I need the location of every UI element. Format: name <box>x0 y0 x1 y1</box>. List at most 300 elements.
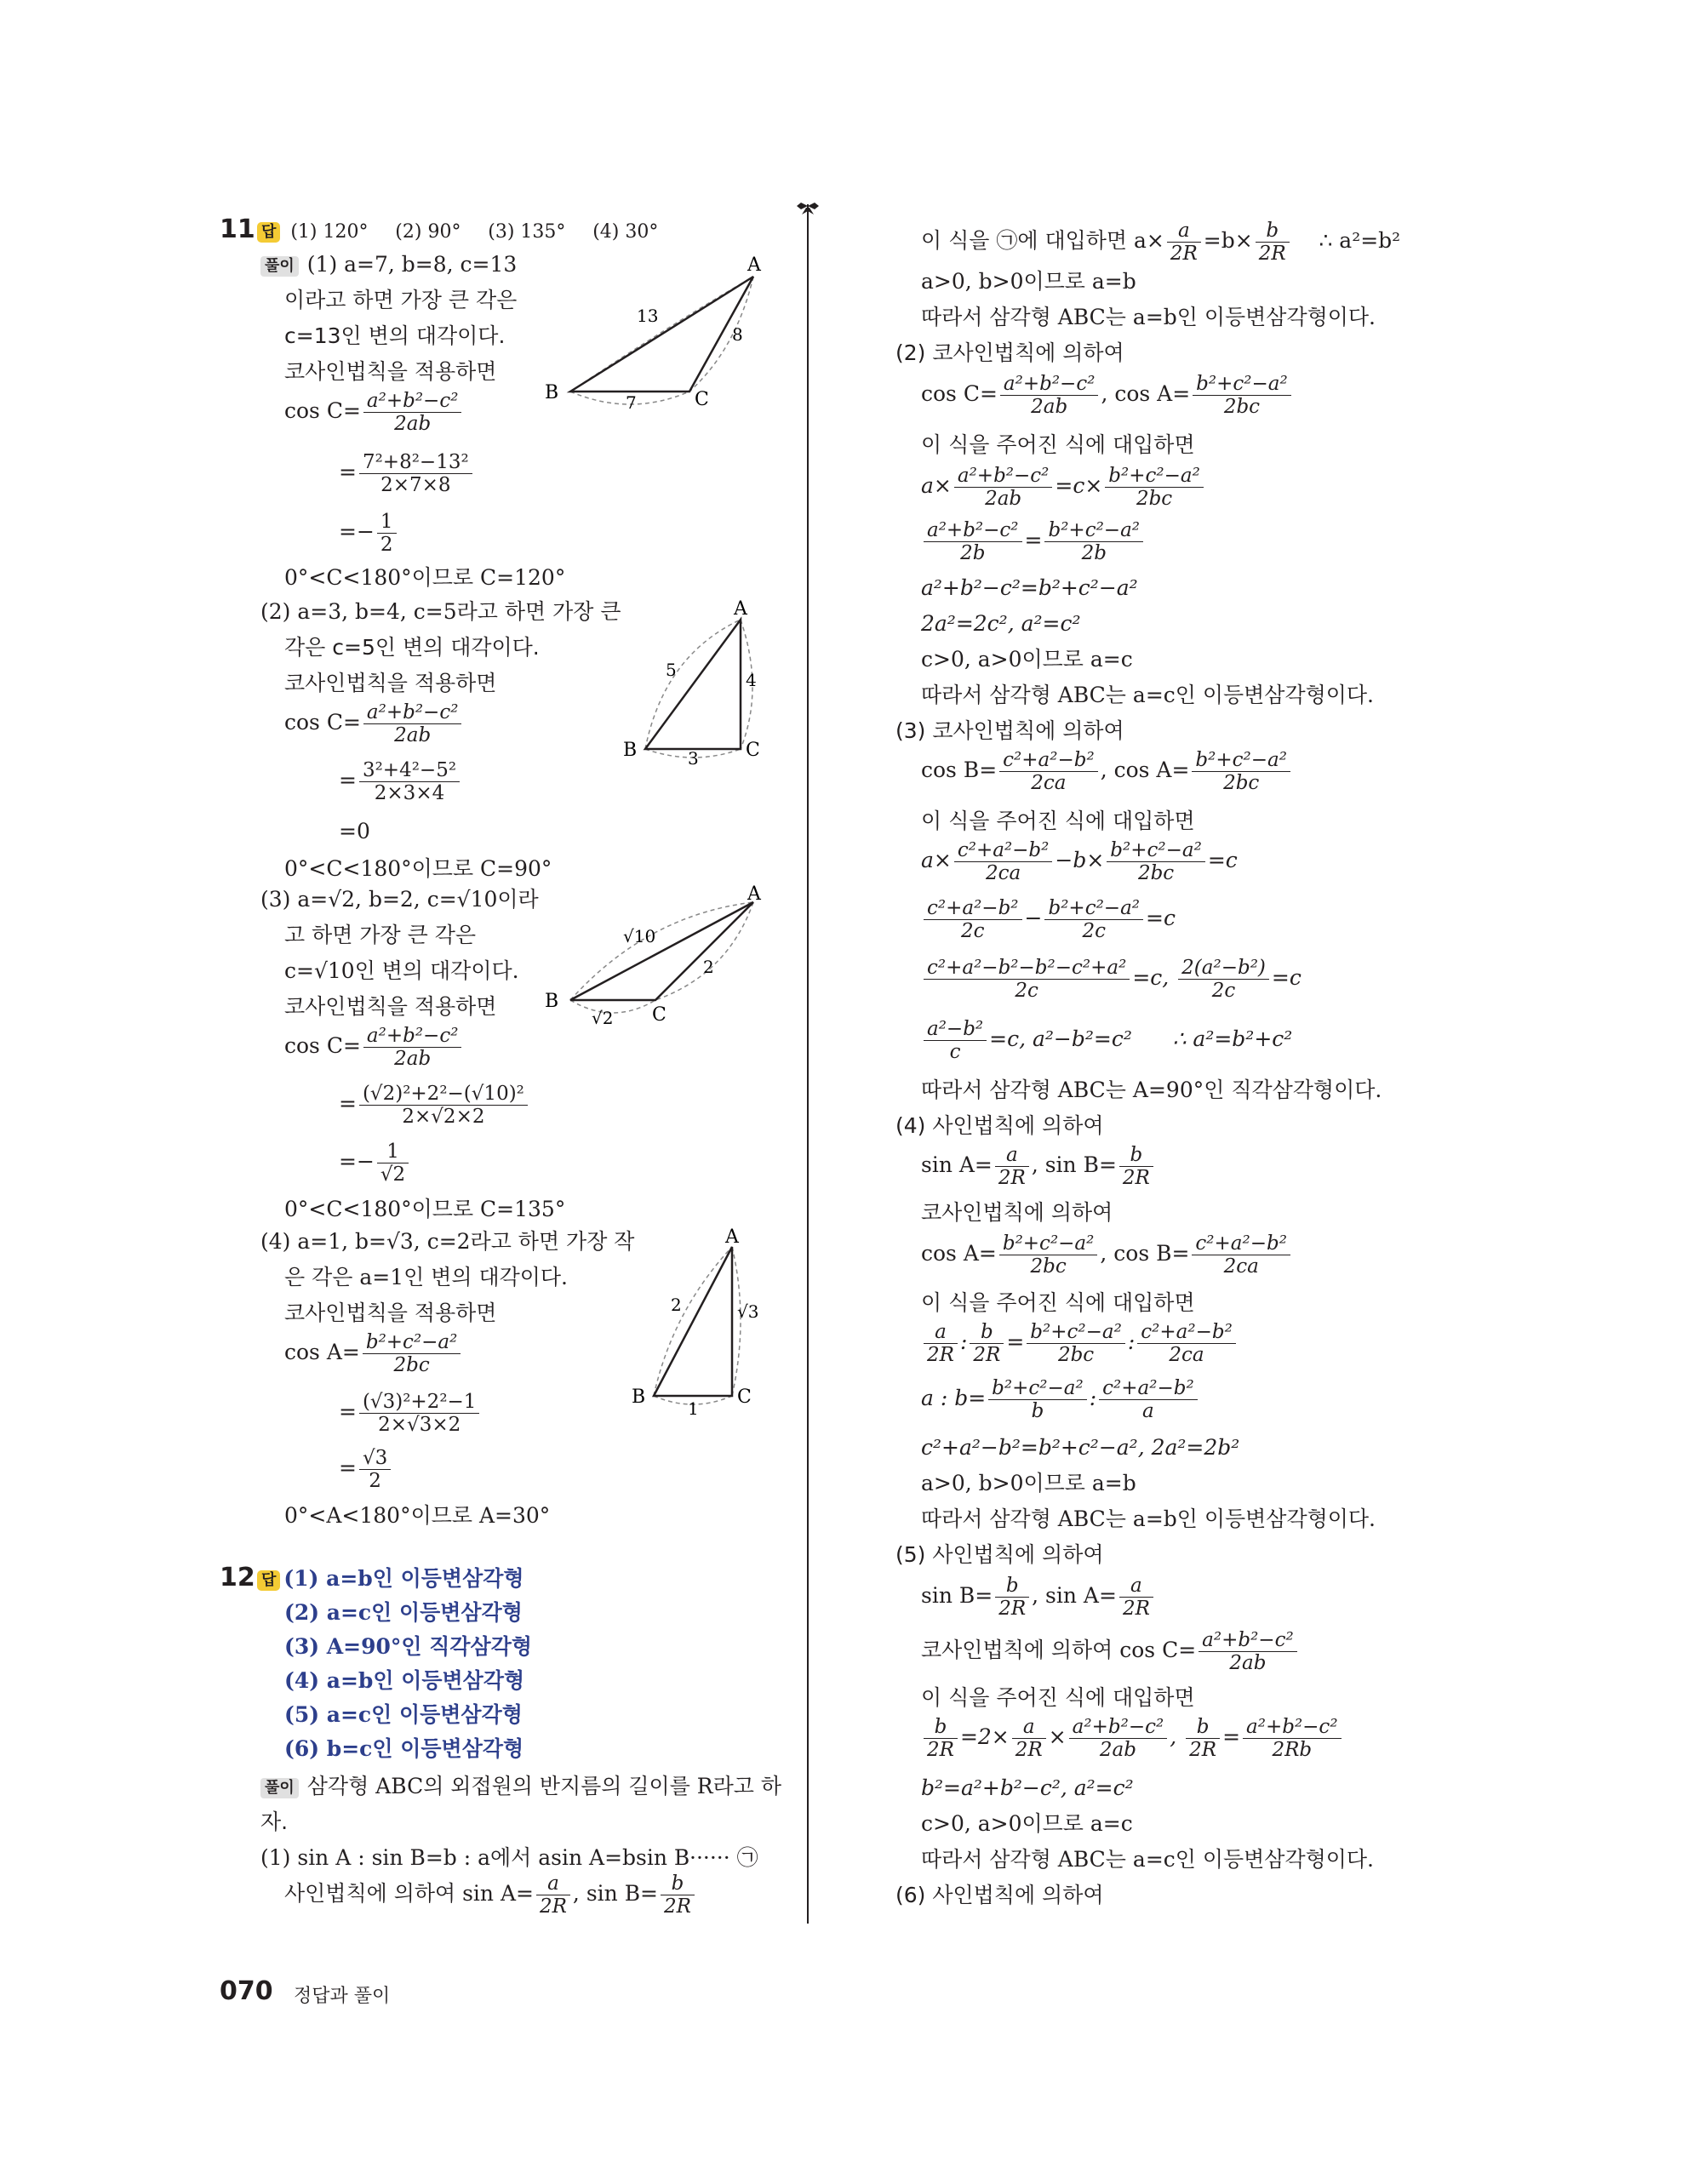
num: √3 <box>359 1447 391 1470</box>
den: 2ca <box>1169 1344 1204 1366</box>
vertex-a: A <box>734 598 747 620</box>
fraction <box>924 1321 958 1366</box>
den: 2R <box>1122 1598 1150 1620</box>
num: a²+b²−c² <box>1069 1716 1168 1739</box>
fraction <box>1012 1716 1046 1761</box>
den: 2ab <box>1099 1739 1136 1761</box>
formula <box>921 749 1293 794</box>
fraction <box>995 1144 1029 1189</box>
text: =c <box>1271 965 1302 990</box>
side-ac: 2 <box>703 957 714 977</box>
num: a²+b²−c² <box>1199 1629 1297 1652</box>
text: 코사인법칙을 적용하면 <box>284 1301 497 1325</box>
formula <box>921 465 1206 510</box>
formula <box>284 1331 463 1376</box>
text: 이 식을 주어진 식에 대입하면 <box>921 1685 1195 1710</box>
text: 따라서 삼각형 ABC는 a=c인 이등변삼각형이다. <box>921 1847 1375 1872</box>
formula: = $\frac{\text{7²+8²−13²}}{2\times 7\times 8}$ <box>339 451 475 496</box>
text: 이 식을 주어진 식에 대입하면 <box>921 1290 1195 1315</box>
den: 2bc <box>1057 1344 1095 1366</box>
den: 2 <box>380 534 393 556</box>
fraction <box>1044 519 1143 564</box>
formula <box>921 1575 1156 1620</box>
vertex-b: B <box>632 1386 646 1408</box>
text <box>260 1844 689 1872</box>
fraction <box>999 1232 1098 1278</box>
num: a <box>1119 1575 1153 1598</box>
num: a²+b²−c² <box>1000 373 1099 396</box>
fraction <box>363 701 462 746</box>
num: b²+c²−a² <box>999 1232 1098 1255</box>
subsection-heading: (3) 코사인법칙에 의하여 <box>895 718 1124 743</box>
text: cos C= <box>284 398 361 423</box>
formula <box>921 1144 1156 1189</box>
den: 2×3×4 <box>374 782 445 804</box>
problem-number: 12 <box>220 1563 255 1592</box>
den: 2×√3×2 <box>378 1414 461 1436</box>
num: c²+a²−b² <box>1192 1232 1290 1255</box>
num: c²+a²−b² <box>1137 1321 1236 1344</box>
den: 2R <box>664 1895 691 1918</box>
text: cos C= <box>284 710 361 735</box>
den: 2R <box>973 1344 1001 1366</box>
num: a <box>1167 220 1201 243</box>
text: , sin A= <box>1032 1583 1117 1608</box>
num: 3²+4²−5² <box>359 759 460 782</box>
num: b²+c²−a² <box>1193 373 1291 396</box>
den: 2c <box>961 920 985 942</box>
den: 2b <box>1081 542 1107 564</box>
den: 2R <box>1015 1739 1043 1761</box>
fraction <box>661 1872 695 1918</box>
den: 2ab <box>1031 396 1068 418</box>
formula: $\frac{a}{2R}$ : $\frac{b}{2R}$ = $\frac{\text{b²+c²−a²}}{2bc}$ : $\frac{\text{c²+a²−b²}}{2ca}$ <box>921 1321 1239 1366</box>
text: =2× <box>959 1724 1010 1749</box>
num: c²+a²−b² <box>999 749 1098 772</box>
formula <box>921 373 1294 418</box>
side-ab: 5 <box>666 660 677 680</box>
den: 2ca <box>1223 1255 1259 1278</box>
text: 이라고 하면 가장 큰 각은 <box>284 288 518 312</box>
text: =− <box>339 519 375 544</box>
side-bc: 3 <box>688 748 699 766</box>
num: c²+a²−b²−b²−c²+a² <box>924 957 1130 980</box>
num: a²−b² <box>924 1018 987 1041</box>
formula <box>339 1141 411 1186</box>
den: 2c <box>1211 980 1236 1002</box>
text: cos B= <box>921 758 998 782</box>
fraction <box>1107 839 1205 884</box>
text: × <box>1048 1724 1067 1749</box>
fraction <box>363 390 462 435</box>
solution-line <box>260 250 517 279</box>
text: =c <box>1146 906 1176 930</box>
answer-line <box>257 1564 524 1593</box>
triangle-figure-4 <box>621 1226 775 1421</box>
text: (3) a=√2, b=2, c=√10이라 <box>260 887 539 912</box>
num: c²+a²−b² <box>954 839 1053 862</box>
num: a <box>536 1872 570 1895</box>
answer-1: (1) a=b인 이등변삼각형 <box>283 1566 524 1591</box>
den: 2R <box>1189 1739 1217 1761</box>
den: 2bc <box>1137 862 1175 884</box>
side-ac: 8 <box>732 324 743 345</box>
fraction <box>536 1872 570 1918</box>
divider-ornament-icon <box>793 203 822 220</box>
num: b <box>1186 1716 1220 1739</box>
fraction <box>970 1321 1004 1366</box>
side-ab: 13 <box>637 306 659 326</box>
num: a <box>1012 1716 1046 1739</box>
den: 2bc <box>1223 396 1261 418</box>
text: , cos A= <box>1100 758 1190 782</box>
num: b²+c²−a² <box>1192 749 1290 772</box>
num: a²+b²−c² <box>363 701 462 724</box>
num: b <box>924 1716 958 1739</box>
text: =b× <box>1203 228 1253 253</box>
side-bc: √2 <box>592 1008 614 1028</box>
fraction <box>377 1141 409 1186</box>
text: =c, <box>1132 965 1170 990</box>
text: (1) sin A : sin B=b : a에서 asin A=bsin B <box>260 1845 690 1870</box>
formula <box>921 839 1238 884</box>
fraction <box>1044 897 1143 942</box>
fraction <box>995 1575 1029 1620</box>
text: , sin B= <box>1031 1152 1117 1177</box>
den: c <box>949 1041 961 1063</box>
side-ab: √10 <box>623 926 656 946</box>
text: 사인법칙에 의하여 sin A= <box>284 1881 534 1906</box>
num: (√2)²+2²−(√10)² <box>359 1083 528 1106</box>
side-ac: √3 <box>737 1301 759 1322</box>
text: a>0, b>0이므로 a=b <box>921 1471 1136 1495</box>
fraction <box>1137 1321 1236 1366</box>
text: (1) a=7, b=8, c=13 <box>306 252 518 277</box>
text: 삼각형 ABC의 외접원의 반지름의 길이를 R라고 하 <box>306 1774 782 1798</box>
text <box>260 885 539 914</box>
text: : <box>959 1329 968 1354</box>
text: cos C= <box>284 1033 361 1058</box>
text: =c× <box>1055 473 1103 498</box>
solution-tag: 풀이 <box>260 256 299 277</box>
conclusion: 0°<C<180°이므로 C=135° <box>284 1197 566 1221</box>
formula: $\frac{b}{2R}$ =2× $\frac{a}{2R}$ × $\frac{\text{a²+b²−c²}}{2ab}$ , $\frac{b}{2R}$ = $\frac{\text{a²+b²−c²}}{2Rb}$ <box>921 1716 1344 1761</box>
den: 2ca <box>1031 772 1067 794</box>
den: 2R <box>927 1344 954 1366</box>
conclusion: 0°<A<180°이므로 A=30° <box>284 1503 551 1528</box>
fraction <box>924 519 1022 564</box>
num: b²+c²−a² <box>363 1331 461 1354</box>
text: 이 식을 주어진 식에 대입하면 <box>921 432 1195 457</box>
fraction <box>924 1018 987 1063</box>
formula <box>284 1025 464 1070</box>
fraction <box>363 1025 462 1070</box>
problem-number: 11 <box>220 214 255 244</box>
answer-line <box>257 216 658 247</box>
num: b <box>970 1321 1004 1344</box>
fraction <box>359 1391 480 1436</box>
den: 2ab <box>394 1048 432 1070</box>
formula <box>921 1232 1293 1278</box>
formula: =0 <box>339 819 370 843</box>
text: 은 각은 a=1인 변의 대각이다. <box>284 1265 568 1289</box>
subsection-heading: (6) 사인법칙에 의하여 <box>895 1883 1104 1907</box>
text: 코사인법칙을 적용하면 <box>284 359 497 384</box>
num: b <box>661 1872 695 1895</box>
formula <box>284 701 464 746</box>
formula <box>284 390 464 435</box>
den: 2ca <box>986 862 1021 884</box>
equation-marker: ······ ㉠ <box>689 1845 758 1870</box>
formula <box>339 511 399 556</box>
text: , cos A= <box>1101 381 1191 406</box>
fraction <box>359 1083 528 1128</box>
text: −b× <box>1055 848 1105 872</box>
den: 2R <box>998 1167 1026 1189</box>
num: b <box>995 1575 1029 1598</box>
fraction <box>1105 465 1204 510</box>
num: 7²+8²−13² <box>359 451 472 474</box>
side-bc: 7 <box>626 392 637 409</box>
den: 2bc <box>1223 772 1260 794</box>
text: cos A= <box>284 1340 360 1364</box>
answer-tag: 답 <box>257 222 280 243</box>
den: 2R <box>539 1895 567 1918</box>
num: a²+b²−c² <box>363 1025 462 1048</box>
den: 2ab <box>985 488 1022 510</box>
den: 2Rb <box>1272 1739 1313 1761</box>
conclusion: 0°<C<180°이므로 C=120° <box>284 565 566 590</box>
den: 2R <box>998 1598 1027 1620</box>
answer-4: (4) 30° <box>592 221 659 243</box>
side-bc: 1 <box>688 1398 699 1419</box>
num: 1 <box>377 1141 409 1163</box>
fraction <box>359 451 472 496</box>
den: 2bc <box>1136 488 1173 510</box>
num: a <box>995 1144 1029 1167</box>
den: 2c <box>1082 920 1106 942</box>
text: 코사인법칙을 적용하면 <box>284 994 497 1019</box>
formula: c²+a²−b²=b²+c²−a², 2a²=2b² <box>921 1435 1240 1460</box>
subsection-heading: (5) 사인법칙에 의하여 <box>895 1542 1104 1567</box>
text: c>0, a>0이므로 a=c <box>921 1811 1133 1836</box>
num: c²+a²−b² <box>1099 1377 1198 1400</box>
fraction <box>954 839 1053 884</box>
num: b²+c²−a² <box>988 1377 1087 1400</box>
num: b <box>1256 220 1290 243</box>
num: b²+c²−a² <box>1105 465 1204 488</box>
num: b²+c²−a² <box>1107 839 1205 862</box>
fraction <box>924 1716 958 1761</box>
den: √2 <box>380 1163 406 1186</box>
den: 2ab <box>394 724 432 746</box>
den: a <box>1142 1400 1154 1422</box>
text: a : b= <box>921 1386 987 1410</box>
page-number: 070 <box>220 1976 273 2006</box>
text: 코사인법칙을 적용하면 <box>284 671 497 695</box>
text: =c, a²−b²=c² <box>989 1026 1132 1051</box>
den: 2R <box>1122 1167 1150 1189</box>
answer-3: (3) 135° <box>488 221 566 243</box>
text: a× <box>921 473 952 498</box>
formula: $\frac{\text{c²+a²−b²}}{2c}$ − $\frac{\text{b²+c²−a²}}{2c}$ =c <box>921 897 1176 942</box>
fraction <box>1099 1377 1198 1422</box>
solution-tag: 풀이 <box>260 1778 299 1798</box>
fraction <box>1000 373 1099 418</box>
answer-4: (4) a=b인 이등변삼각형 <box>284 1668 525 1693</box>
den: 2 <box>369 1470 381 1492</box>
text: c=√10인 변의 대각이다. <box>284 958 519 983</box>
den: 2R <box>1170 243 1198 265</box>
text: 코사인법칙에 의하여 cos C= <box>921 1638 1197 1662</box>
num: a²+b²−c² <box>363 390 462 413</box>
text <box>260 597 621 626</box>
side-ac: 4 <box>746 670 757 690</box>
formula: 2a²=2c², a²=c² <box>921 611 1081 636</box>
formula <box>284 1872 697 1918</box>
text: (4) a=1, b=√3, c=2라고 하면 가장 작 <box>260 1229 635 1254</box>
fraction <box>363 1331 461 1376</box>
vertex-c: C <box>695 389 709 409</box>
formula: = $\frac{\text{(√2)²+2²−(√10)²}}{2\times√2\times 2}$ <box>339 1083 530 1128</box>
formula <box>921 1629 1300 1674</box>
text: c=13인 변의 대각이다. <box>284 323 506 348</box>
den: 2×7×8 <box>380 474 451 496</box>
fraction <box>988 1377 1087 1422</box>
text: : <box>1089 1386 1097 1410</box>
answer-1: (1) 120° <box>290 221 369 243</box>
num: a <box>924 1321 958 1344</box>
text: c>0, a>0이므로 a=c <box>921 647 1133 672</box>
text: : <box>1127 1329 1136 1354</box>
text: 자. <box>260 1810 289 1834</box>
num: a²+b²−c² <box>954 465 1053 488</box>
fraction <box>1243 1716 1342 1761</box>
fraction <box>924 957 1130 1002</box>
conclusion: 0°<C<180°이므로 C=90° <box>284 856 552 881</box>
answer-2: (2) a=c인 이등변삼각형 <box>284 1600 523 1625</box>
formula <box>921 957 1302 1002</box>
num: 2(a²−b²) <box>1178 957 1269 980</box>
text: 고 하면 가장 큰 각은 <box>284 923 476 947</box>
fraction <box>1192 1232 1290 1278</box>
formula <box>921 1018 1292 1063</box>
formula: b²=a²+b²−c², a²=c² <box>921 1775 1134 1800</box>
text: ∴ a²=b²+c² <box>1172 1026 1293 1051</box>
triangle-figure-1 <box>545 255 766 409</box>
text: cos C= <box>921 381 998 406</box>
triangle-figure-2 <box>613 596 783 766</box>
num: b <box>1119 1144 1153 1167</box>
text: 이 식을 주어진 식에 대입하면 <box>921 809 1195 833</box>
answer-6: (6) b=c인 이등변삼각형 <box>284 1736 524 1761</box>
num: b²+c²−a² <box>1044 519 1143 542</box>
formula: a²+b²−c²=b²+c²−a² <box>921 575 1138 600</box>
solution-intro <box>260 1772 781 1801</box>
vertex-a: A <box>747 883 761 905</box>
text: , cos B= <box>1100 1241 1190 1266</box>
subsection-heading: (4) 사인법칙에 의하여 <box>895 1113 1104 1138</box>
text: =− <box>339 1149 375 1174</box>
den: 2×√2×2 <box>402 1106 485 1128</box>
fraction <box>1119 1575 1153 1620</box>
text <box>260 1227 634 1256</box>
fraction <box>954 465 1053 510</box>
vertex-b: B <box>545 382 559 403</box>
den: 2ab <box>394 413 432 435</box>
text: sin B= <box>921 1583 993 1608</box>
num: a²+b²−c² <box>1243 1716 1342 1739</box>
fraction <box>1027 1321 1125 1366</box>
den: 2R <box>927 1739 954 1761</box>
fraction <box>999 749 1098 794</box>
den: 2bc <box>1030 1255 1067 1278</box>
num: c²+a²−b² <box>924 897 1022 920</box>
vertex-b: B <box>545 991 559 1012</box>
num: b²+c²−a² <box>1027 1321 1125 1344</box>
answer-3: (3) A=90°인 직각삼각형 <box>284 1634 532 1659</box>
footer-title: 정답과 풀이 <box>294 1986 391 2007</box>
den: 2bc <box>393 1354 430 1376</box>
fraction <box>1192 749 1290 794</box>
text: 따라서 삼각형 ABC는 a=c인 이등변삼각형이다. <box>921 683 1375 707</box>
text: 이 식을 ㉠에 대입하면 a× <box>921 228 1164 253</box>
fraction <box>1119 1144 1153 1189</box>
formula <box>921 1377 1200 1422</box>
vertex-c: C <box>737 1386 752 1408</box>
text: 코사인법칙에 의하여 <box>921 1200 1113 1225</box>
num: b²+c²−a² <box>1044 897 1143 920</box>
den: 2R <box>1258 243 1286 265</box>
fraction <box>924 897 1022 942</box>
text: , sin B= <box>572 1881 659 1906</box>
formula: = $\frac{\text{3²+4²−5²}}{2\times 3\times 4}$ <box>339 759 462 804</box>
num: (√3)²+2²−1 <box>359 1391 480 1414</box>
text: , <box>1170 1724 1177 1749</box>
fraction <box>1256 220 1290 265</box>
fraction <box>377 511 397 556</box>
fraction <box>1178 957 1269 1002</box>
text: 따라서 삼각형 ABC는 a=b인 이등변삼각형이다. <box>921 1507 1376 1531</box>
text: cos A= <box>921 1241 997 1266</box>
text: 따라서 삼각형 ABC는 A=90°인 직각삼각형이다. <box>921 1078 1382 1102</box>
text: ∴ a²=b² <box>1319 228 1401 253</box>
answer-2: (2) 90° <box>395 221 461 243</box>
vertex-a: A <box>747 255 761 276</box>
answer-5: (5) a=c인 이등변삼각형 <box>284 1702 523 1727</box>
den: 2ab <box>1229 1652 1267 1674</box>
fraction <box>359 1447 391 1492</box>
den: 2c <box>1015 980 1038 1002</box>
vertex-a: A <box>725 1226 739 1248</box>
vertex-c: C <box>746 740 760 761</box>
den: b <box>1031 1400 1044 1422</box>
fraction <box>1167 220 1201 265</box>
num: 1 <box>377 511 397 534</box>
num: a²+b²−c² <box>924 519 1022 542</box>
side-ab: 2 <box>671 1295 682 1315</box>
answer-tag: 답 <box>257 1570 280 1591</box>
vertex-c: C <box>652 1004 667 1026</box>
fraction <box>359 759 460 804</box>
text: =c <box>1207 848 1238 872</box>
fraction <box>1193 373 1291 418</box>
formula: = $\frac{√3}{2}$ <box>339 1447 393 1492</box>
subsection-heading: (2) 코사인법칙에 의하여 <box>895 340 1124 365</box>
fraction <box>1199 1629 1297 1674</box>
text: (2) a=3, b=4, c=5라고 하면 가장 큰 <box>260 599 621 624</box>
text: sin A= <box>921 1152 993 1177</box>
